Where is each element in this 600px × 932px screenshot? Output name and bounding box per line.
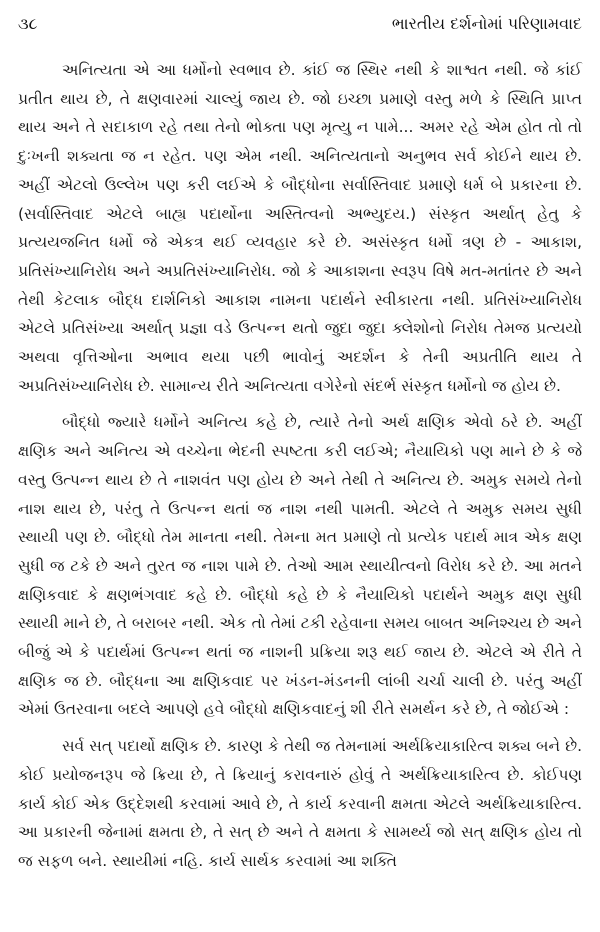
body-text <box>18 56 582 876</box>
paragraph-3: સર્વ સત્ પદાર્થો ક્ષણિક છે. કારણ કે તેથી જ તેમનામાં અર્થક્રિયાકારિત્વ શક્ય બને છે. કોઈ પ્રયોજનરૂપ જે ક્રિયા છે, તે ક્રિયાનું કરાવનારું હોવું તે અર્થક્રિયાકારિત્વ છે. કોઈપણ કાર્ય કોઈ એક ઉદ્દેશથી કરવામાં આવે છે, તે કાર્ય કરવાની ક્ષમતા એટલે અર્થક્રિયાકારિત્વ. આ પ્રકારની જેનામાં ક્ષમતા છે, તે સત્ છે અને તે ક્ષમતા કે સામર્થ્ય જો સત્ ક્ષણિક હોય તો જ સફળ બને. સ્થાયીમાં નહિ. કાર્ય સાર્થક કરવામાં આ શક્તિ <box>18 737 582 870</box>
page-header <box>18 10 582 38</box>
paragraph-1: અનિત્યતા એ આ ધર્મોનો સ્વભાવ છે. કાંઈ જ સ્થિર નથી કે શાશ્વત નથી. જે કાંઈ પ્રતીત થાય છે, તે ક્ષણવારમાં ચાલ્યું જાય છે. જો ઇચ્છા પ્રમાણે વસ્તુ મળે કે સ્થિતિ પ્રાપ્ત થાય અને તે સદાકાળ રહે તથા તેનો ભોક્તા પણ મૃત્યુ ન પામે... અમર રહે એમ હોત તો તો દુઃખની શક્યતા જ ન રહેત. પણ એમ નથી. અનિત્યતાનો અનુભવ સર્વ કોઈને થાય છે. અહીં એટલો ઉલ્લેખ પણ કરી લઈએ કે બૌદ્ધોના સર્વાસ્તિવાદ પ્રમાણે ધર્મ બે પ્રકારના છે. (સર્વાસ્તિવાદ એટલે બાહ્ય પદાર્થોના અસ્તિત્વનો અભ્યુદય.) સંસ્કૃત અર્થાત્ હેતુ કે પ્રત્યયજનિત ધર્મો જે એકત્ર થઈ વ્યવહાર કરે છે. અસંસ્કૃત ધર્મો ત્રણ છે - આકાશ, પ્રતિસંખ્યાનિરોધ અને અપ્રતિસંખ્યાનિરોધ. જો કે આકાશના સ્વરૂપ વિષે મત-મતાંતર છે અને તેથી કેટલાક બૌદ્ધ દાર્શનિકો આકાશ નામના પદાર્થને સ્વીકારતા નથી. પ્રતિસંખ્યાનિરોધ એટલે પ્રતિસંખ્યા અર્થાત્ પ્રજ્ઞા વડે ઉત્પન્ન થતો જુદા જુદા ક્લેશોનો નિરોધ તેમજ પ્રત્યયો અથવા વૃત્તિઓના અભાવ થયા પછી ભાવોનું અદર્શન કે તેની અપ્રતીતિ થાય તે અપ્રતિસંખ્યાનિરોધ છે. સામાન્ય રીતે અનિત્યતા વગેરેનો સંદર્ભ સંસ્કૃત ધર્મોનો જ હોય છે. <box>18 61 582 395</box>
page-number: ૩૮ <box>18 14 38 33</box>
paragraph-2: બૌદ્ધો જ્યારે ધર્મોને અનિત્ય કહે છે, ત્યારે તેનો અર્થ ક્ષણિક એવો ઠરે છે. અહીં ક્ષણિક અને અનિત્ય એ વચ્ચેના ભેદની સ્પષ્ટતા કરી લઈએ; નૈયાયિકો પણ માને છે કે જે વસ્તુ ઉત્પન્ન થાય છે તે નાશવંત પણ હોય છે અને તેથી તે અનિત્ય છે. અમુક સમયે તેનો નાશ થાય છે, પરંતુ તે ઉત્પન્ન થતાં જ નાશ નથી પામતી. એટલે તે અમુક સમય સુધી સ્થાયી પણ છે. બૌદ્ધો તેમ માનતા નથી. તેમના મત પ્રમાણે તો પ્રત્યેક પદાર્થ માત્ર એક ક્ષણ સુધી જ ટકે છે અને તુરત જ નાશ પામે છે. તેઓ આમ સ્થાયીત્વનો વિરોધ કરે છે. આ મતને ક્ષણિકવાદ કે ક્ષણભંગવાદ કહે છે. બૌદ્ધો કહે છે કે નૈયાયિકો પદાર્થને અમુક ક્ષણ સુધી સ્થાયી માને છે, તે બરાબર નથી. એક તો તેમાં ટકી રહેવાના સમય બાબત અનિશ્ચય છે અને બીજું એ કે પદાર્થમાં ઉત્પન્ન થતાં જ નાશની પ્રક્રિયા શરૂ થઈ જાય છે. એટલે એ રીતે તે ક્ષણિક જ છે. બૌદ્ધના આ ક્ષણિકવાદ પર ખંડન-મંડનની લાંબી ચર્ચા ચાલી છે. પરંતુ અહીં એમાં ઉતરવાના બદલે આપણે હવે બૌદ્ધો ક્ષણિકવાદનું શી રીતે સમર્થન કરે છે, તે જોઈએ : <box>18 413 582 719</box>
running-title: ભારતીય દર્શનોમાં પરિણામવાદ <box>391 14 582 33</box>
